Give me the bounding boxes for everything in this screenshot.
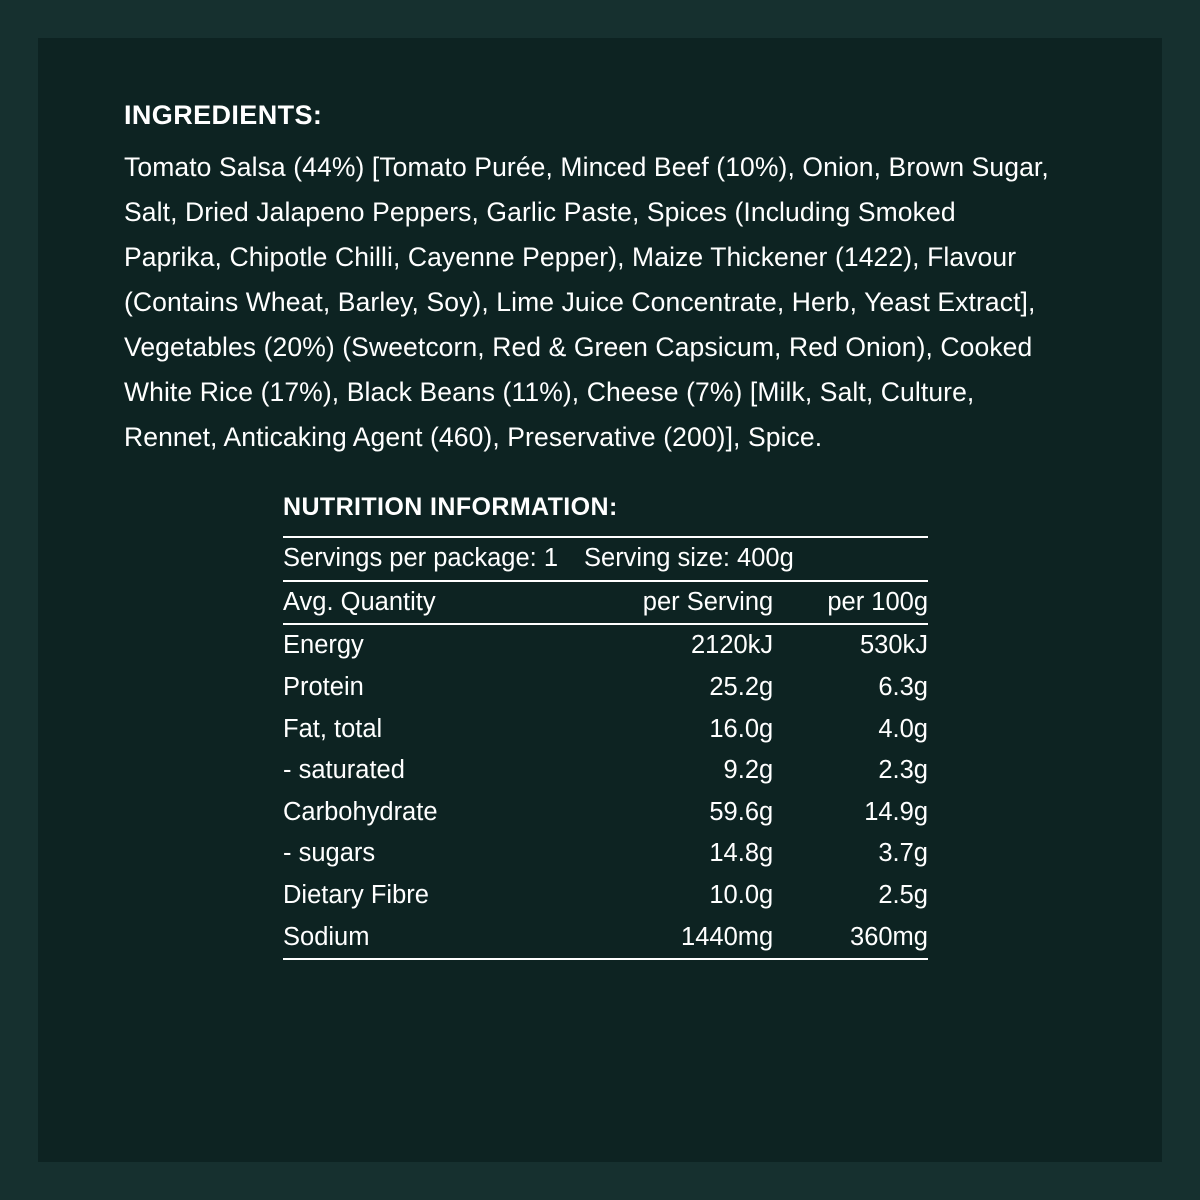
row-per-serving: 14.8g [709,839,774,868]
row-label: Sodium [283,917,593,960]
row-per-serving: 59.6g [709,797,774,826]
nutrition-heading: NUTRITION INFORMATION: [283,493,618,521]
table-row [283,833,928,875]
table-row [283,750,928,792]
row-per-100g: 2.3g [878,756,928,785]
row-label: Protein [283,672,364,701]
row-per-100g: 3.7g [878,839,928,868]
ingredients-heading: INGREDIENTS: [124,100,323,130]
row-per-serving: 9.2g [723,756,774,785]
row-per-100g: 2.5g [878,881,928,909]
table-row [283,875,928,917]
row-per-100g: 6.3g [878,672,928,701]
row-per-serving: 16.0g [709,714,774,743]
row-per-serving: 1440mg [593,917,774,960]
column-header-per-100g: per 100g [773,581,928,625]
column-header-per-serving: per Serving [593,581,774,625]
table-row [283,624,928,667]
ingredients-text: Tomato Salsa (44%) [Tomato Purée, Minced Beef (10%), Onion, Brown Sugar, Salt, Dried Jalapeno Peppers, Garlic Paste, Spices (Including Smoked Paprika, Chipotle Chilli, Cayenne Pepper), Maize Thickener (1422), Flavour (Contains Wheat, Barley, Soy), Lime Juice Concentrate, Herb, Yeast Extract], Vegetables (20%) (Sweetcorn, Red & Green Capsicum, Red Onion), Cooked White Rice (17%), Black Beans (11%), Cheese (7%) [Milk, Salt, Culture, Rennet, Anticaking Agent (460), Preservative (200)], Spice. [124,152,1049,452]
table-row [283,667,928,709]
row-label: - sugars [283,839,376,868]
label-panel [38,38,1162,1162]
servings-cell-group [283,537,928,581]
row-per-100g: 360mg [773,917,928,960]
column-header-quantity: Avg. Quantity [283,581,593,625]
table-row [283,792,928,834]
row-label: - saturated [283,756,405,785]
table-row [283,709,928,751]
nutrition-section [283,493,928,960]
row-per-100g: 4.0g [878,714,928,743]
row-per-serving: 25.2g [709,672,774,701]
table-row-servings [283,537,928,581]
table-header-row [283,581,928,625]
row-per-serving: 2120kJ [593,624,774,667]
nutrition-table [283,536,928,960]
row-label: Energy [283,624,593,667]
serving-size: Serving size: 400g [584,544,794,572]
row-label: Carbohydrate [283,797,438,826]
row-per-100g: 14.9g [864,797,928,826]
ingredients-section [124,100,1102,460]
servings-per-package: Servings per package: 1 [283,544,558,572]
table-row [283,917,928,960]
row-per-100g: 530kJ [773,624,928,667]
row-label: Dietary Fibre [283,881,429,909]
row-per-serving: 10.0g [709,881,774,909]
row-label: Fat, total [283,714,383,743]
